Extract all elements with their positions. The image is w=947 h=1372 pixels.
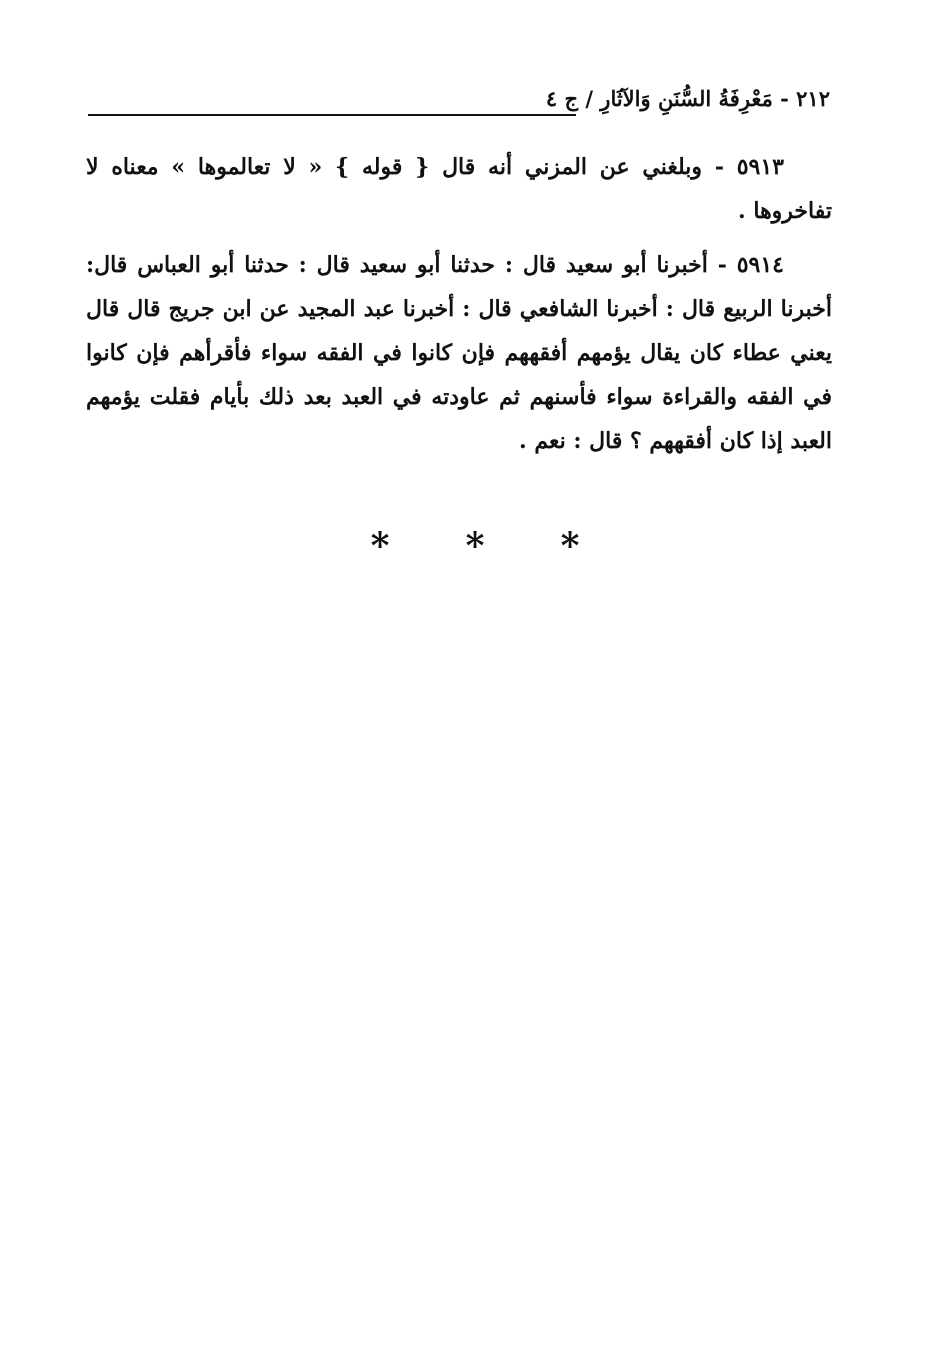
main-text (86, 145, 832, 473)
running-header (88, 84, 830, 120)
header-rule (88, 114, 576, 116)
asterisk-ornament: * (370, 525, 390, 567)
asterisk-ornament: * (465, 525, 485, 567)
section-break (360, 526, 590, 566)
paragraph-5913: ٥٩١٣ - وبلغني عن المزني أنه قال { قوله } « لا تعالموها » معناه لا تفاخروها . (86, 154, 832, 224)
running-title: ٢١٢ - مَعْرِفَةُ السُّنَنِ وَالآثَارِ / ج ٤ (545, 86, 830, 111)
asterisk-ornament: * (560, 525, 580, 567)
paragraph-5914: ٥٩١٤ - أخبرنا أبو سعيد قال : حدثنا أبو سعيد قال : حدثنا أبو العباس قال: أخبرنا الربيع قال : أخبرنا الشافعي قال : أخبرنا عبد المجيد عن ابن جريج قال قال يعني عطاء كان يقال يؤمهم أفقههم فإن كانوا في الفقه سواء فأقرأهم فإن كانوا في الفقه والقراءة سواء فأسنهم ثم عاودته في العبد بعد ذلك بأيام فقلت يؤمهم العبد إذا كان أفقههم ؟ قال : نعم . (86, 252, 832, 454)
